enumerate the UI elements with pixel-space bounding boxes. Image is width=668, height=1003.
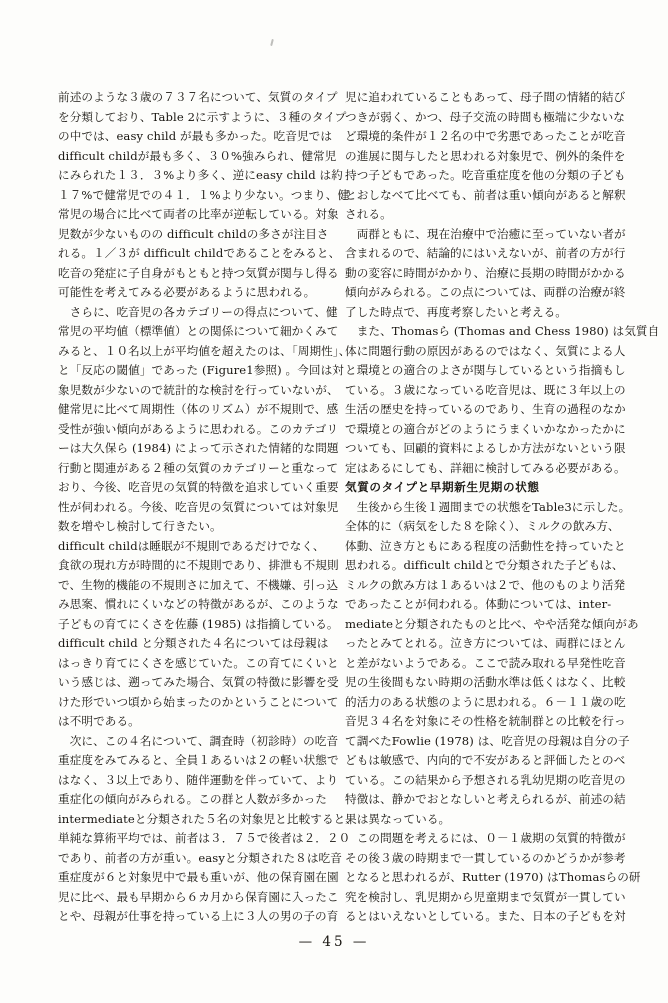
text-line: 傾向がみられる。この点については、両群の治療が終 [345, 285, 626, 299]
text-line: 生活の歴史を持っているのであり、生育の過程のなか [345, 402, 626, 416]
text-line: 児数が少ないものの difficult childの多さが注目さ [58, 226, 329, 241]
text-line: 究を検討し、乳児期から児童期まで気質が一貫してい [345, 889, 626, 904]
text-line: difficult child と分類された４名については母親は [58, 636, 329, 650]
text-line: 定はあるにしても、詳細に検討してみる必要がある。 [345, 460, 626, 475]
text-line: とおしなべて比べても、前者は重い傾向があると解釈 [345, 187, 626, 202]
text-line: intermediateと分類された５名の対象児と比較すると、 [58, 811, 358, 826]
text-line: 音児３４名を対象にその性格を統制群との比較を行っ [345, 714, 626, 728]
text-line: 重症化の傾向がみられる。この群と人数が多かった [58, 792, 327, 806]
text-line: とや、母親が仕事を持っている上に３人の男の子の育 [58, 909, 339, 923]
text-line: み思案、慣れにくいなどの特徴があるが、このような [58, 597, 339, 611]
text-line: さらに、吃音児の各カテゴリーの得点について、健 [58, 304, 338, 319]
text-line: 次に、この４名について、調査時（初診時）の吃音 [58, 733, 339, 748]
text-line: で、生物的機能の不規則さに加えて、不機嫌、引っ込 [58, 577, 339, 592]
text-line: 性が伺われる。今後、吃音児の気質については対象児 [58, 499, 339, 514]
text-line: 前述のような３歳の７３７名について、気質のタイプ [58, 90, 338, 104]
text-line: 可能性を考えてみる必要があるように思われる。 [58, 285, 316, 299]
text-line: は不明である。 [58, 714, 140, 728]
page-number: — 45 — [298, 934, 370, 950]
text-line: 数を増やし検討して行きたい。 [58, 519, 222, 533]
text-line: 動の変容に時間がかかり、治療に長期の時間がかかる [345, 265, 626, 280]
text-line: 児に追われていることもあって、母子間の情緒的結び [345, 90, 626, 104]
text-line: 的活力のある状態のように思われる。６－１１歳の吃 [345, 694, 626, 709]
text-line: 常児の平均値（標準値）との関係について細かくみて [58, 324, 339, 338]
text-line: であったことが伺われる。体動については、inter- [345, 597, 612, 611]
text-line: 常児の場合に比べて両者の比率が逆転している。対象 [58, 207, 339, 221]
text-line: を分類しており、Table 2に示すように、３種のタイプ [58, 109, 347, 124]
text-line: ついても、回顧的資料によるしか方法がないという限 [345, 441, 626, 455]
text-line: difficult childは睡眠が不規則であるだけでなく、 [58, 538, 325, 553]
text-line: １７%で健常児での４１．１%より少ない。つまり、健 [58, 187, 350, 202]
text-line: いう感じは、遡ってみた場合、気質の特徴に影響を受 [58, 675, 339, 689]
text-line: 特徴は、静かでおとなしいと考えられるが、前述の結 [345, 792, 626, 806]
text-line: おり、今後、吃音児の気質的特徴を追求していく重要 [58, 480, 339, 494]
text-line: 食欲の現れ方が時間的に不規則であり、排泄も不規則 [58, 558, 339, 572]
text-line: の中では、easy child が最も多かった。吃音児では [58, 129, 333, 143]
left-text-column [58, 88, 358, 927]
text-line: 含まれるので、結論的にはいえないが、前者の方が行 [345, 246, 626, 260]
text-line: ど環境的条件が１２名の中で劣悪であったことが吃音 [345, 129, 626, 143]
right-column-lower-paragraphs [345, 498, 641, 927]
text-line: 児に比べ、最も早期から６カ月から保育園に入ったこ [58, 889, 339, 904]
text-line: 重症度をみてみると、全員１あるいは２の軽い状態で [58, 753, 339, 767]
text-line: であり、前者の方が重い。easyと分類された８は吃音 [58, 850, 342, 865]
text-line: みると、１０名以上が平均値を超えたのは、「周期性」、 [58, 343, 351, 358]
text-line: どもは敏感で、内向的で不安があると評価したとのべ [345, 753, 626, 767]
text-line: 体動、泣き方ともにある程度の活動性を持っていたと [345, 538, 626, 553]
text-line: 単純な算術平均では、前者は３．７５で後者は２．２０ [58, 831, 351, 845]
text-line: ている。この結果から予想される乳幼児期の吃音児の [345, 772, 626, 787]
text-line: 生後から生後１週間までの状態をTable3に示した。 [345, 499, 631, 514]
text-line: その後３歳の時期まで一貫しているのかどうかが参考 [345, 850, 626, 865]
text-line: と「反応の閾値」であった (Figure1参照) 。今回は対 [58, 363, 345, 377]
text-line: と差がないようである。ここで読み取れる早発性吃音 [345, 655, 626, 670]
text-line: 全体的に（病気をした８を除く）、ミルクの飲み方、 [345, 519, 620, 533]
text-line: ミルクの飲み方は１あるいは２で、他のものより活発 [345, 577, 626, 592]
text-line: 受性が強い傾向があるように思われる。このカテゴリ [58, 421, 339, 436]
text-line: mediateと分類されたものと比べ、やや活発な傾向があ [345, 616, 639, 631]
text-line: にみられた１３．３%より多く、逆にeasy child は約 [58, 168, 343, 182]
text-line: 象児数が少ないので統計的な検討を行っていないが、 [58, 382, 339, 397]
text-line: れる。１／３が difficult childであることをみると、 [58, 246, 341, 260]
text-line: るとはいえないとしている。また、日本の子どもを対 [345, 909, 626, 923]
text-line: 了した時点で、再度考察したいと考える。 [345, 304, 567, 319]
text-line: と環境との適合のよさが関与しているという指摘もし [345, 363, 626, 377]
text-line: ーは大久保ら (1984) によって示された情緒的な問題 [58, 441, 339, 455]
right-column-upper-paragraphs [345, 88, 660, 478]
text-line: はなく、３以上であり、随伴運動を伴っていて、より [58, 772, 339, 787]
text-line: 体に問題行動の原因があるのではなく、気質による人 [345, 343, 626, 358]
text-line: difficult childが最も多く、３０%強みられ、健常児 [58, 148, 337, 163]
text-line: 健常児に比べて周期性（体のリズム）が不規則で、感 [58, 402, 339, 416]
text-line: の進展に関与したと思われる対象児で、例外的条件を [345, 148, 626, 163]
text-line: 両群ともに、現在治療中で治癒に至っていない者が [345, 226, 626, 241]
text-line: 思われる。difficult childとで分類された子どもは、 [345, 558, 624, 572]
text-line: ている。３歳になっている吃音児は、既に３年以上の [345, 382, 626, 397]
text-line: される。 [345, 207, 392, 221]
text-line: となると思われるが、Rutter (1970) はThomasらの研 [345, 870, 641, 884]
text-line: ったとみてとれる。泣き方については、両群にほとん [345, 636, 626, 650]
text-line: て調べたFowlie (1978) は、吃音児の母親は自分の子 [345, 733, 630, 748]
right-text-column [345, 88, 660, 927]
text-line: つきが弱く、かつ、母子交流の時間も極端に少ないな [345, 109, 625, 124]
text-line: 果は異なっている。 [345, 811, 451, 826]
text-line: 児の生後間もない時期の活動水準は低くはなく、比較 [345, 675, 626, 689]
text-line: で環境との適合がどのようにうまくいかなかったかに [345, 421, 626, 436]
section-heading: 気質のタイプと早期新生児期の状態 [345, 480, 540, 494]
text-line: 行動と関連がある２種の気質のカテゴリーと重なって [58, 460, 339, 475]
text-line: 持つ子どもであった。吃音重症度を他の分類の子ども [345, 168, 626, 182]
text-line: 子どもの育てにくさを佐藤 (1985) は指摘している。 [58, 616, 339, 631]
text-line: けた形でいつ頃から始まったのかということについて [58, 694, 339, 709]
text-line: また、Thomasら (Thomas and Chess 1980) は気質自 [345, 324, 660, 338]
scan-artifact-mark [270, 39, 274, 46]
text-line: はっきり育てにくさを感じていた。この育てにくいと [58, 655, 339, 670]
text-line: 吃音の発症に子自身がもともと持つ気質が関与し得る [58, 265, 339, 280]
text-line: この問題を考えるには、０－１歳期の気質的特徴が [345, 831, 626, 845]
text-line: 重症度が６と対象児中で最も重いが、他の保育園在園 [58, 870, 339, 884]
